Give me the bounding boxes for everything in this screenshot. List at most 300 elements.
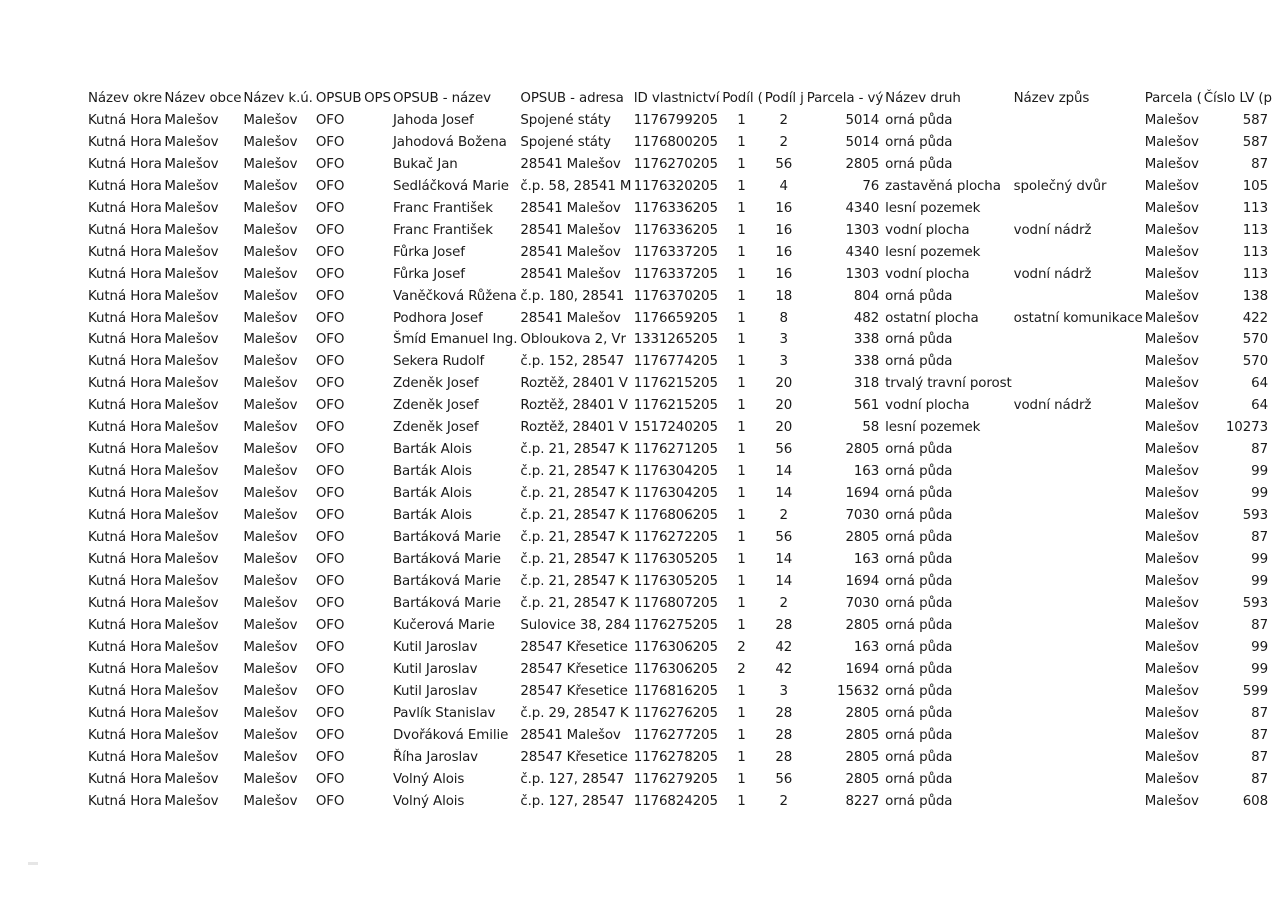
cell-parcela-ku: Malešov — [1144, 178, 1199, 194]
cell-cislo-lv: 99 — [1251, 486, 1268, 502]
cell-podil-citatel: 1 — [737, 771, 746, 787]
header-podil-citatel: Podíl ( — [722, 91, 763, 106]
cell-okres: Kutná Hora — [88, 200, 162, 216]
cell-druh: orná půda — [885, 573, 953, 589]
cell-podil-jmenovatel: 56 — [775, 156, 793, 172]
cell-podil-jmenovatel: 16 — [775, 244, 793, 260]
cell-obec: Malešov — [164, 464, 219, 480]
cell-podil-jmenovatel: 20 — [775, 420, 793, 436]
cell-opsub-adresa: 28541 Malešov — [520, 244, 621, 260]
cell-parcela-ku: Malešov — [1144, 464, 1199, 480]
cell-id-vlastnictvi: 1176336205 — [633, 222, 718, 238]
cell-zpusob: vodní nádrž — [1013, 398, 1092, 414]
cell-druh: orná půda — [885, 683, 953, 699]
table-row — [86, 791, 1272, 813]
header-ku: Název k.ú. — [243, 91, 313, 106]
cell-podil-jmenovatel: 20 — [775, 398, 793, 414]
cell-ku: Malešov — [243, 727, 298, 743]
cell-okres: Kutná Hora — [88, 332, 162, 348]
cell-obec: Malešov — [164, 200, 219, 216]
cell-podil-jmenovatel: 56 — [775, 771, 793, 787]
cell-podil-jmenovatel: 2 — [779, 595, 788, 611]
cell-obec: Malešov — [164, 420, 219, 436]
cell-ops — [362, 769, 391, 791]
cell-cislo-lv: 570 — [1242, 354, 1268, 370]
cell-druh: orná půda — [885, 661, 953, 677]
cell-opsub-nazev: Kutil Jaroslav — [392, 683, 478, 699]
cell-opsub-nazev: Vaněčková Růžena — [392, 288, 517, 304]
cell-parcela-vymera: 482 — [853, 310, 880, 326]
header-druh: Název druh — [885, 91, 961, 106]
cell-parcela-ku: Malešov — [1144, 354, 1199, 370]
cell-parcela-vymera: 338 — [853, 354, 880, 370]
cell-cislo-lv: 113 — [1242, 266, 1268, 282]
cell-opsub-adresa: 28541 Malešov — [520, 266, 621, 282]
cell-okres: Kutná Hora — [88, 727, 162, 743]
cell-okres: Kutná Hora — [88, 661, 162, 677]
cell-opsub-nazev: Volný Alois — [392, 793, 465, 809]
cell-druh: vodní plocha — [885, 266, 970, 282]
cell-ops — [362, 659, 391, 681]
cell-okres: Kutná Hora — [88, 442, 162, 458]
cell-opsub: OFO — [315, 112, 345, 128]
cell-druh: orná půda — [885, 332, 953, 348]
cell-cislo-lv: 113 — [1242, 222, 1268, 238]
cell-opsub-nazev: Kutil Jaroslav — [392, 661, 478, 677]
cell-id-vlastnictvi: 1176336205 — [633, 200, 718, 216]
cell-okres: Kutná Hora — [88, 134, 162, 150]
cell-parcela-vymera: 4340 — [845, 200, 880, 216]
cell-podil-citatel: 1 — [737, 310, 746, 326]
cell-id-vlastnictvi: 1331265205 — [633, 332, 718, 348]
table-row — [86, 110, 1272, 132]
cell-druh: lesní pozemek — [885, 200, 981, 216]
cell-druh: ostatní plocha — [885, 310, 979, 326]
cell-okres: Kutná Hora — [88, 771, 162, 787]
cell-parcela-ku: Malešov — [1144, 442, 1199, 458]
cell-obec: Malešov — [164, 244, 219, 260]
cell-parcela-ku: Malešov — [1144, 508, 1199, 524]
cell-id-vlastnictvi: 1176271205 — [633, 442, 718, 458]
table-row — [86, 373, 1272, 395]
cell-ku: Malešov — [243, 464, 298, 480]
cell-podil-citatel: 1 — [737, 134, 746, 150]
cell-podil-citatel: 1 — [737, 464, 746, 480]
cell-obec: Malešov — [164, 727, 219, 743]
cell-obec: Malešov — [164, 354, 219, 370]
cell-opsub-adresa: 28547 Křesetice — [520, 749, 628, 765]
table-row — [86, 308, 1272, 330]
cell-opsub-adresa: č.p. 21, 28547 K — [520, 442, 629, 458]
cell-opsub-adresa: Sulovice 38, 284 — [520, 617, 631, 633]
cell-ku: Malešov — [243, 595, 298, 611]
table-row — [86, 549, 1272, 571]
cell-cislo-lv: 87 — [1251, 727, 1268, 743]
cell-podil-citatel: 1 — [737, 420, 746, 436]
cell-ku: Malešov — [243, 420, 298, 436]
cell-podil-citatel: 1 — [737, 793, 746, 809]
table-row — [86, 242, 1272, 264]
cell-ops — [362, 417, 391, 439]
cell-parcela-ku: Malešov — [1144, 134, 1199, 150]
header-obec: Název obce — [164, 91, 242, 106]
cell-opsub-nazev: Zdeněk Josef — [392, 376, 479, 392]
cell-opsub-adresa: Obloukova 2, Vr — [520, 332, 626, 348]
cell-podil-jmenovatel: 2 — [779, 112, 788, 128]
cell-opsub: OFO — [315, 683, 345, 699]
cell-ku: Malešov — [243, 442, 298, 458]
cell-opsub-nazev: Volný Alois — [392, 771, 465, 787]
cell-podil-citatel: 2 — [737, 639, 746, 655]
cell-opsub-adresa: č.p. 127, 28547 — [520, 771, 625, 787]
cell-parcela-vymera: 163 — [853, 639, 880, 655]
cell-podil-jmenovatel: 28 — [775, 727, 793, 743]
cell-opsub: OFO — [315, 134, 345, 150]
cell-parcela-ku: Malešov — [1144, 222, 1199, 238]
cell-parcela-vymera: 76 — [862, 178, 880, 194]
cell-opsub-adresa: 28547 Křesetice — [520, 639, 628, 655]
cell-opsub-adresa: 28541 Malešov — [520, 200, 621, 216]
cell-druh: orná půda — [885, 595, 953, 611]
cell-id-vlastnictvi: 1176337205 — [633, 266, 718, 282]
cell-opsub-nazev: Říha Jaroslav — [392, 749, 478, 765]
table-row — [86, 527, 1272, 549]
cell-opsub-nazev: Bartáková Marie — [392, 552, 501, 568]
cell-id-vlastnictvi: 1176215205 — [633, 398, 718, 414]
cell-opsub-adresa: 28547 Křesetice — [520, 661, 628, 677]
scan-artifact — [28, 862, 38, 865]
cell-ku: Malešov — [243, 310, 298, 326]
cell-okres: Kutná Hora — [88, 552, 162, 568]
cell-zpusob — [1012, 417, 1143, 439]
cell-cislo-lv: 87 — [1251, 705, 1268, 721]
cell-opsub-nazev: Sekera Rudolf — [392, 354, 485, 370]
header-id-vlastnictvi: ID vlastnictví — [633, 91, 720, 106]
table-row — [86, 615, 1272, 637]
table-row — [86, 351, 1272, 373]
cell-parcela-ku: Malešov — [1144, 486, 1199, 502]
cell-opsub-nazev: Franc František — [392, 200, 493, 216]
cell-cislo-lv: 599 — [1242, 683, 1268, 699]
cell-opsub-adresa: Spojené státy — [520, 134, 611, 150]
cell-opsub-adresa: č.p. 21, 28547 K — [520, 464, 629, 480]
cell-ku: Malešov — [243, 134, 298, 150]
cell-opsub: OFO — [315, 332, 345, 348]
cell-ops — [362, 373, 391, 395]
cell-id-vlastnictvi: 1176305205 — [633, 552, 718, 568]
cell-obec: Malešov — [164, 793, 219, 809]
cell-id-vlastnictvi: 1176800205 — [633, 134, 718, 150]
cell-ops — [362, 505, 391, 527]
cell-druh: orná půda — [885, 771, 953, 787]
cell-parcela-vymera: 8227 — [845, 793, 880, 809]
cell-obec: Malešov — [164, 639, 219, 655]
cell-parcela-ku: Malešov — [1144, 595, 1199, 611]
cell-druh: orná půda — [885, 727, 953, 743]
cell-okres: Kutná Hora — [88, 178, 162, 194]
cell-parcela-vymera: 2805 — [845, 771, 880, 787]
cell-zpusob: společný dvůr — [1013, 178, 1107, 194]
cell-opsub-nazev: Zdeněk Josef — [392, 398, 479, 414]
cell-opsub: OFO — [315, 420, 345, 436]
cell-id-vlastnictvi: 1517240205 — [633, 420, 718, 436]
cell-cislo-lv: 113 — [1242, 244, 1268, 260]
cell-obec: Malešov — [164, 222, 219, 238]
cell-podil-citatel: 1 — [737, 573, 746, 589]
cell-druh: orná půda — [885, 442, 953, 458]
cell-druh: orná půda — [885, 134, 953, 150]
cell-podil-citatel: 1 — [737, 508, 746, 524]
cell-cislo-lv: 570 — [1242, 332, 1268, 348]
cell-druh: vodní plocha — [885, 398, 970, 414]
cell-cislo-lv: 105 — [1242, 178, 1268, 194]
cell-podil-citatel: 1 — [737, 200, 746, 216]
cell-podil-citatel: 1 — [737, 332, 746, 348]
cell-id-vlastnictvi: 1176370205 — [633, 288, 718, 304]
cell-id-vlastnictvi: 1176306205 — [633, 661, 718, 677]
table-row — [86, 681, 1272, 703]
cell-parcela-ku: Malešov — [1144, 112, 1199, 128]
cell-ops — [362, 637, 391, 659]
cell-opsub: OFO — [315, 244, 345, 260]
cell-podil-citatel: 1 — [737, 486, 746, 502]
cell-opsub-nazev: Barták Alois — [392, 442, 472, 458]
cell-druh: orná půda — [885, 156, 953, 172]
cell-podil-jmenovatel: 3 — [779, 354, 788, 370]
cell-zpusob — [1012, 571, 1143, 593]
cell-okres: Kutná Hora — [88, 573, 162, 589]
cell-podil-citatel: 1 — [737, 442, 746, 458]
cell-parcela-vymera: 2805 — [845, 156, 880, 172]
cell-opsub-adresa: č.p. 180, 28541 — [520, 288, 625, 304]
cell-id-vlastnictvi: 1176272205 — [633, 530, 718, 546]
cell-ku: Malešov — [243, 683, 298, 699]
cell-podil-jmenovatel: 18 — [775, 288, 793, 304]
cell-ops — [362, 395, 391, 417]
cell-id-vlastnictvi: 1176277205 — [633, 727, 718, 743]
header-opsub: OPSUB — [315, 91, 362, 106]
cell-opsub: OFO — [315, 442, 345, 458]
cell-cislo-lv: 10273 — [1225, 420, 1268, 436]
cell-ku: Malešov — [243, 508, 298, 524]
table-row — [86, 659, 1272, 681]
cell-zpusob — [1012, 681, 1143, 703]
cell-parcela-vymera: 2805 — [845, 705, 880, 721]
cell-zpusob — [1012, 527, 1143, 549]
cell-podil-jmenovatel: 4 — [779, 178, 788, 194]
cell-opsub-adresa: 28541 Malešov — [520, 222, 621, 238]
cell-ops — [362, 615, 391, 637]
cell-id-vlastnictvi: 1176799205 — [633, 112, 718, 128]
cell-parcela-vymera: 1303 — [845, 266, 880, 282]
cell-druh: vodní plocha — [885, 222, 970, 238]
table-row — [86, 703, 1272, 725]
cell-cislo-lv: 64 — [1251, 398, 1268, 414]
cell-zpusob — [1012, 593, 1143, 615]
cell-opsub: OFO — [315, 398, 345, 414]
cell-opsub: OFO — [315, 749, 345, 765]
cell-ku: Malešov — [243, 398, 298, 414]
cell-ku: Malešov — [243, 771, 298, 787]
cell-parcela-ku: Malešov — [1144, 573, 1199, 589]
cell-zpusob — [1012, 351, 1143, 373]
cell-podil-jmenovatel: 16 — [775, 200, 793, 216]
cell-okres: Kutná Hora — [88, 793, 162, 809]
table-row — [86, 329, 1272, 351]
table-row — [86, 571, 1272, 593]
cell-parcela-ku: Malešov — [1144, 552, 1199, 568]
cell-opsub: OFO — [315, 310, 345, 326]
cell-podil-jmenovatel: 56 — [775, 442, 793, 458]
cell-zpusob — [1012, 439, 1143, 461]
cell-podil-citatel: 1 — [737, 683, 746, 699]
cell-id-vlastnictvi: 1176305205 — [633, 573, 718, 589]
cell-okres: Kutná Hora — [88, 683, 162, 699]
cell-ops — [362, 527, 391, 549]
cell-ops — [362, 571, 391, 593]
cell-id-vlastnictvi: 1176306205 — [633, 639, 718, 655]
cell-parcela-ku: Malešov — [1144, 376, 1199, 392]
cell-ops — [362, 220, 391, 242]
cell-id-vlastnictvi: 1176806205 — [633, 508, 718, 524]
cell-parcela-ku: Malešov — [1144, 288, 1199, 304]
cell-podil-jmenovatel: 3 — [779, 332, 788, 348]
cell-id-vlastnictvi: 1176279205 — [633, 771, 718, 787]
cell-okres: Kutná Hora — [88, 420, 162, 436]
cell-opsub: OFO — [315, 266, 345, 282]
cell-opsub: OFO — [315, 156, 345, 172]
cell-ku: Malešov — [243, 661, 298, 677]
cell-zpusob — [1012, 703, 1143, 725]
cell-id-vlastnictvi: 1176824205 — [633, 793, 718, 809]
table-row — [86, 483, 1272, 505]
cell-obec: Malešov — [164, 376, 219, 392]
cell-parcela-vymera: 7030 — [845, 595, 880, 611]
cell-podil-citatel: 1 — [737, 595, 746, 611]
cell-podil-citatel: 1 — [737, 178, 746, 194]
table-row — [86, 637, 1272, 659]
cell-podil-citatel: 1 — [737, 727, 746, 743]
cell-opsub: OFO — [315, 376, 345, 392]
cell-podil-jmenovatel: 3 — [779, 683, 788, 699]
cell-druh: orná půda — [885, 749, 953, 765]
cell-parcela-ku: Malešov — [1144, 420, 1199, 436]
cell-obec: Malešov — [164, 683, 219, 699]
cell-ops — [362, 286, 391, 308]
table-row — [86, 593, 1272, 615]
cell-ops — [362, 439, 391, 461]
table-row — [86, 286, 1272, 308]
cell-zpusob — [1012, 242, 1143, 264]
header-parcela-vymera: Parcela - vý — [806, 91, 884, 106]
cell-cislo-lv: 64 — [1251, 376, 1268, 392]
cell-parcela-vymera: 7030 — [845, 508, 880, 524]
header-ops: OPS — [364, 91, 391, 106]
table-row — [86, 132, 1272, 154]
cell-opsub-nazev: Barták Alois — [392, 508, 472, 524]
cell-parcela-vymera: 804 — [853, 288, 880, 304]
header-podil-jmenovatel: Podíl j — [764, 91, 804, 106]
cell-druh: orná půda — [885, 639, 953, 655]
cell-opsub-nazev: Jahodová Božena — [392, 134, 507, 150]
cell-obec: Malešov — [164, 508, 219, 524]
cell-podil-jmenovatel: 28 — [775, 749, 793, 765]
table-row — [86, 154, 1272, 176]
cell-opsub: OFO — [315, 639, 345, 655]
cell-ops — [362, 593, 391, 615]
cell-parcela-vymera: 561 — [853, 398, 880, 414]
cell-id-vlastnictvi: 1176304205 — [633, 464, 718, 480]
cell-parcela-ku: Malešov — [1144, 244, 1199, 260]
cell-ops — [362, 483, 391, 505]
cell-okres: Kutná Hora — [88, 508, 162, 524]
cell-opsub: OFO — [315, 617, 345, 633]
cell-zpusob: vodní nádrž — [1013, 266, 1092, 282]
cell-cislo-lv: 422 — [1242, 310, 1268, 326]
cell-ops — [362, 308, 391, 330]
cell-podil-jmenovatel: 14 — [775, 464, 793, 480]
cell-parcela-ku: Malešov — [1144, 683, 1199, 699]
cell-parcela-ku: Malešov — [1144, 705, 1199, 721]
table-row — [86, 769, 1272, 791]
header-okres: Název okre — [88, 91, 163, 106]
cell-cislo-lv: 608 — [1242, 793, 1268, 809]
cell-ku: Malešov — [243, 200, 298, 216]
cell-cislo-lv: 113 — [1242, 200, 1268, 216]
cell-id-vlastnictvi: 1176304205 — [633, 486, 718, 502]
cell-podil-citatel: 1 — [737, 266, 746, 282]
cell-druh: trvalý travní porost — [885, 376, 1012, 392]
cell-ku: Malešov — [243, 552, 298, 568]
cell-podil-jmenovatel: 16 — [775, 266, 793, 282]
cell-cislo-lv: 138 — [1242, 288, 1268, 304]
cell-okres: Kutná Hora — [88, 705, 162, 721]
cell-parcela-vymera: 1694 — [845, 661, 880, 677]
cell-opsub-nazev: Jahoda Josef — [392, 112, 474, 128]
cell-zpusob — [1012, 615, 1143, 637]
cell-okres: Kutná Hora — [88, 266, 162, 282]
cell-parcela-vymera: 58 — [862, 420, 880, 436]
header-zpusob: Název způs — [1013, 91, 1090, 106]
cell-ku: Malešov — [243, 705, 298, 721]
cell-zpusob — [1012, 461, 1143, 483]
cell-druh: orná půda — [885, 354, 953, 370]
cell-parcela-vymera: 2805 — [845, 617, 880, 633]
cell-podil-citatel: 1 — [737, 617, 746, 633]
header-parcela-ku: Parcela ( — [1144, 91, 1202, 106]
cell-cislo-lv: 87 — [1251, 442, 1268, 458]
cell-opsub-adresa: 28541 Malešov — [520, 727, 621, 743]
cell-okres: Kutná Hora — [88, 156, 162, 172]
cell-opsub-adresa: č.p. 21, 28547 K — [520, 573, 629, 589]
table-row — [86, 198, 1272, 220]
cell-ops — [362, 461, 391, 483]
cell-obec: Malešov — [164, 156, 219, 172]
cell-ops — [362, 264, 391, 286]
cell-id-vlastnictvi: 1176774205 — [633, 354, 718, 370]
cell-ku: Malešov — [243, 530, 298, 546]
cell-ku: Malešov — [243, 354, 298, 370]
cell-opsub-adresa: č.p. 21, 28547 K — [520, 530, 629, 546]
cell-cislo-lv: 87 — [1251, 156, 1268, 172]
cell-id-vlastnictvi: 1176270205 — [633, 156, 718, 172]
cell-podil-jmenovatel: 2 — [779, 793, 788, 809]
cell-obec: Malešov — [164, 595, 219, 611]
cell-opsub-adresa: č.p. 21, 28547 K — [520, 486, 629, 502]
cell-zpusob — [1012, 286, 1143, 308]
cell-opsub-nazev: Zdeněk Josef — [392, 420, 479, 436]
cell-ops — [362, 747, 391, 769]
